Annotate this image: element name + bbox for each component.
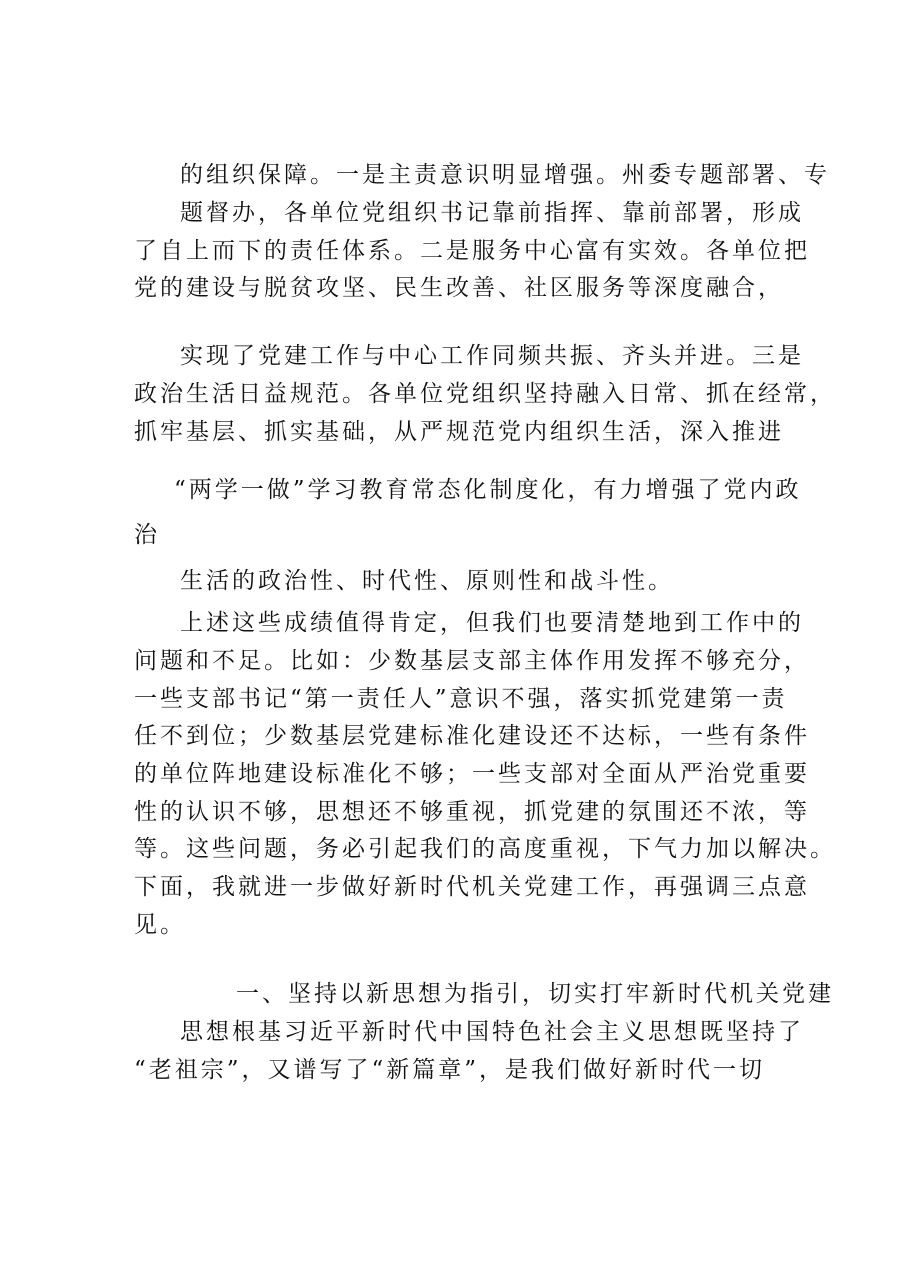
section-heading: 一、坚持以新思想为指引，切实打牢新时代机关党建 bbox=[236, 981, 834, 1007]
text-line: 的组织保障。一是主责意识明显增强。州委专题部署、专 bbox=[180, 162, 830, 188]
text-line: 见。 bbox=[134, 912, 186, 938]
text-line: 抓牢基层、抓实基础，从严规范党内组织生活，深入推进 bbox=[134, 419, 784, 445]
text-line: 等。这些问题，务必引起我们的高度重视，下气力加以解决。 bbox=[134, 836, 836, 862]
text-line: 了自上而下的责任体系。二是服务中心富有实效。各单位把 bbox=[134, 238, 810, 264]
text-line: 上述这些成绩值得肯定，但我们也要清楚地到工作中的 bbox=[180, 610, 804, 636]
text-line: 的单位阵地建设标准化不够；一些支部对全面从严治党重要 bbox=[134, 761, 810, 787]
text-line: 性的认识不够，思想还不够重视，抓党建的氛围还不浓，等 bbox=[134, 799, 810, 825]
text-line: 生活的政治性、时代性、原则性和战斗性。 bbox=[180, 568, 674, 594]
text-line: 下面，我就进一步做好新时代机关党建工作，再强调三点意 bbox=[134, 874, 810, 900]
text-line: 党的建设与脱贫攻坚、民生改善、社区服务等深度融合， bbox=[134, 275, 784, 301]
text-line: 思想根基习近平新时代中国特色社会主义思想既坚持了 bbox=[180, 1019, 804, 1045]
text-line: 一些支部书记“第一责任人”意识不强，落实抓党建第一责 bbox=[134, 686, 788, 712]
text-line: “老祖宗”，又谱写了“新篇章”，是我们做好新时代一切 bbox=[134, 1057, 766, 1083]
text-line: “两学一做”学习教育常态化制度化，有力增强了党内政 bbox=[174, 477, 802, 503]
text-line: 问题和不足。比如：少数基层支部主体作用发挥不够充分， bbox=[134, 648, 810, 674]
text-line: 实现了党建工作与中心工作同频共振、齐头并进。三是 bbox=[180, 343, 804, 369]
text-line: 题督办，各单位党组织书记靠前指挥、靠前部署，形成 bbox=[180, 200, 804, 226]
text-line: 政治生活日益规范。各单位党组织坚持融入日常、抓在经常， bbox=[134, 381, 836, 407]
text-line: 治 bbox=[134, 522, 160, 548]
text-line: 任不到位；少数基层党建标准化建设还不达标，一些有条件 bbox=[134, 723, 810, 749]
